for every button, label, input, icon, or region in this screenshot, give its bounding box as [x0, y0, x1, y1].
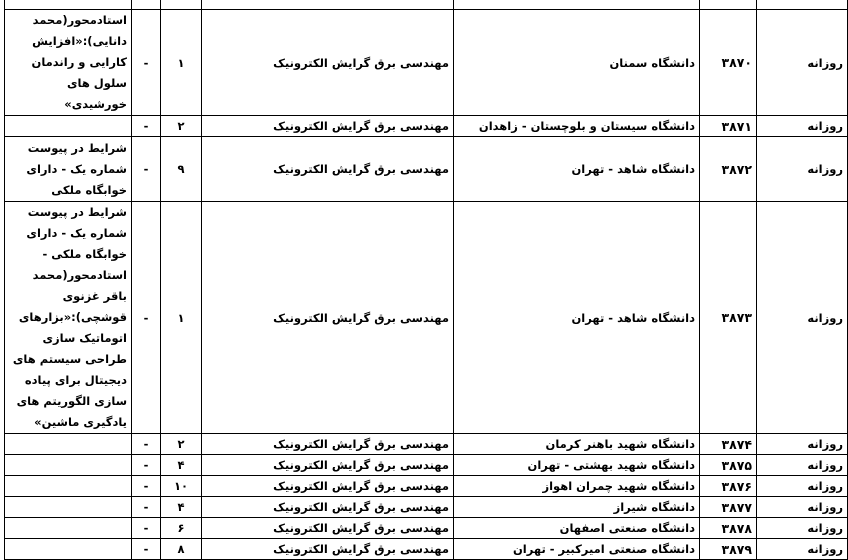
cell-course-type	[757, 0, 848, 10]
cell-dash: -	[132, 202, 161, 434]
cell-dash	[132, 0, 161, 10]
cell-dash: -	[132, 137, 161, 202]
cell-code: ۳۸۷۵	[700, 455, 757, 476]
table-row	[5, 202, 848, 434]
cell-notes	[5, 497, 132, 518]
cell-code: ۳۸۷۲	[700, 137, 757, 202]
cell-university: دانشگاه شاهد - تهران	[454, 202, 700, 434]
table-row	[5, 0, 848, 10]
cell-dash: -	[132, 455, 161, 476]
cell-notes	[5, 116, 132, 137]
cell-notes: شرایط در پیوست شماره یک - دارای خوابگاه ملکی - استادمحور(محمد باقر غزنوی قوشچی):«بزارهای اتوماتیک سازی طراحی سیستم های دیجیتال برای پیاده سازی الگوریتم های یادگیری ماشین»	[5, 202, 132, 434]
cell-university: دانشگاه شهید بهشتی - تهران	[454, 455, 700, 476]
cell-capacity: ۸	[161, 539, 202, 560]
cell-capacity: ۹	[161, 137, 202, 202]
cell-code: ۳۸۷۶	[700, 476, 757, 497]
cell-code: ۳۸۷۹	[700, 539, 757, 560]
cell-course-type: روزانه	[757, 434, 848, 455]
cell-dash: -	[132, 476, 161, 497]
cell-code: ۳۸۷۱	[700, 116, 757, 137]
cell-notes	[5, 434, 132, 455]
cell-capacity: ۱	[161, 202, 202, 434]
cell-capacity: ۴	[161, 455, 202, 476]
cell-dash: -	[132, 10, 161, 116]
table-row	[5, 518, 848, 539]
cell-course-type: روزانه	[757, 518, 848, 539]
cell-capacity	[161, 0, 202, 10]
table-row	[5, 455, 848, 476]
cell-course-type: روزانه	[757, 10, 848, 116]
cell-code: ۳۸۷۳	[700, 202, 757, 434]
cell-field: مهندسی برق گرایش الکترونیک	[202, 518, 454, 539]
cell-field: مهندسی برق گرایش الکترونیک	[202, 434, 454, 455]
cell-university: دانشگاه سمنان	[454, 10, 700, 116]
table-body	[5, 0, 848, 560]
cell-university: دانشگاه صنعتی اصفهان	[454, 518, 700, 539]
cell-capacity: ۱۰	[161, 476, 202, 497]
cell-university	[454, 0, 700, 10]
cell-code: ۳۸۷۸	[700, 518, 757, 539]
cell-capacity: ۲	[161, 434, 202, 455]
cell-capacity: ۶	[161, 518, 202, 539]
cell-course-type: روزانه	[757, 202, 848, 434]
cell-course-type: روزانه	[757, 497, 848, 518]
cell-code: ۳۸۷۷	[700, 497, 757, 518]
cell-capacity: ۲	[161, 116, 202, 137]
cell-field: مهندسی برق گرایش الکترونیک	[202, 476, 454, 497]
cell-code: ۳۸۷۴	[700, 434, 757, 455]
cell-dash: -	[132, 518, 161, 539]
admissions-table	[4, 0, 848, 560]
cell-course-type: روزانه	[757, 116, 848, 137]
cell-notes	[5, 455, 132, 476]
cell-field: مهندسی برق گرایش الکترونیک	[202, 539, 454, 560]
cell-course-type: روزانه	[757, 476, 848, 497]
cell-code: ۳۸۷۰	[700, 10, 757, 116]
cell-field: مهندسی برق گرایش الکترونیک	[202, 10, 454, 116]
table-row	[5, 434, 848, 455]
cell-field: مهندسی برق گرایش الکترونیک	[202, 116, 454, 137]
cell-code	[700, 0, 757, 10]
cell-dash: -	[132, 116, 161, 137]
cell-dash: -	[132, 434, 161, 455]
cell-field: مهندسی برق گرایش الکترونیک	[202, 202, 454, 434]
cell-course-type: روزانه	[757, 539, 848, 560]
cell-university: دانشگاه شیراز	[454, 497, 700, 518]
cell-university: دانشگاه شهید باهنر کرمان	[454, 434, 700, 455]
cell-field: مهندسی برق گرایش الکترونیک	[202, 137, 454, 202]
cell-field	[202, 0, 454, 10]
cell-university: دانشگاه صنعتی امیرکبیر - تهران	[454, 539, 700, 560]
cell-notes	[5, 518, 132, 539]
table-row	[5, 539, 848, 560]
cell-university: دانشگاه سیستان و بلوچستان - زاهدان	[454, 116, 700, 137]
cell-course-type: روزانه	[757, 455, 848, 476]
cell-dash: -	[132, 539, 161, 560]
cell-university: دانشگاه شاهد - تهران	[454, 137, 700, 202]
cell-notes	[5, 0, 132, 10]
cell-notes: استادمحور(محمد دانایی):«افزایش کارایی و راندمان سلول های خورشیدی»	[5, 10, 132, 116]
cell-field: مهندسی برق گرایش الکترونیک	[202, 455, 454, 476]
cell-course-type: روزانه	[757, 137, 848, 202]
cell-notes	[5, 476, 132, 497]
table-row	[5, 116, 848, 137]
cell-dash: -	[132, 497, 161, 518]
table-row	[5, 476, 848, 497]
table-row	[5, 497, 848, 518]
table-row	[5, 10, 848, 116]
cell-capacity: ۱	[161, 10, 202, 116]
cell-university: دانشگاه شهید چمران اهواز	[454, 476, 700, 497]
cell-capacity: ۴	[161, 497, 202, 518]
table-row	[5, 137, 848, 202]
cell-field: مهندسی برق گرایش الکترونیک	[202, 497, 454, 518]
cell-notes: شرایط در پیوست شماره یک - دارای خوابگاه ملکی	[5, 137, 132, 202]
cell-notes	[5, 539, 132, 560]
